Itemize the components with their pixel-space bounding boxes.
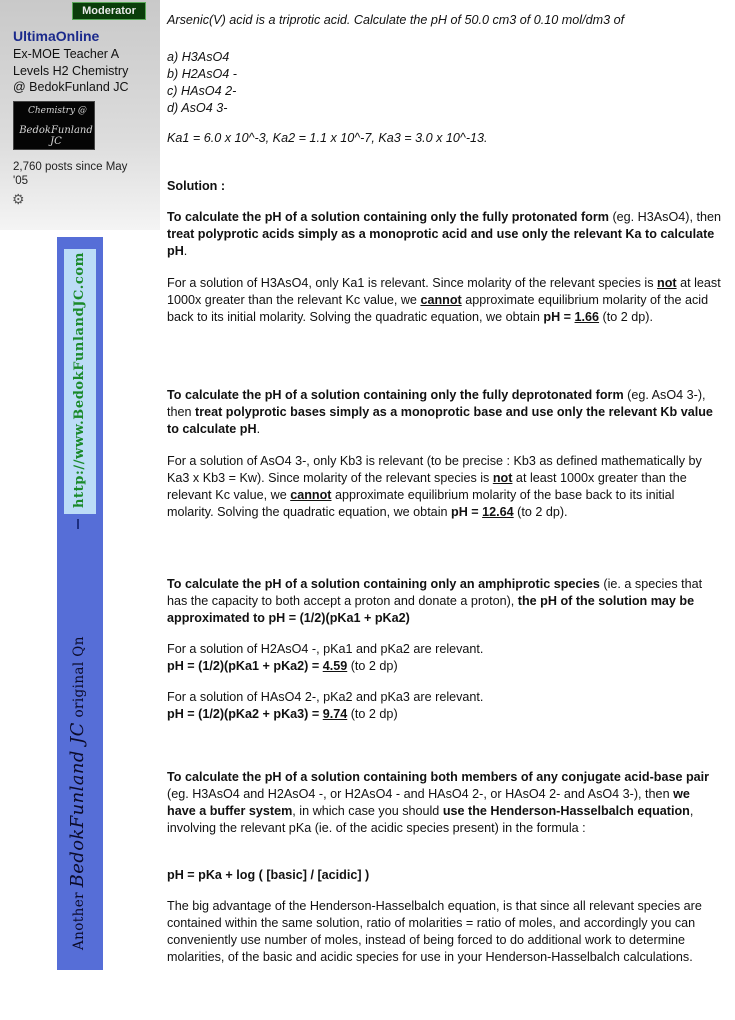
tagline-suffix: original Qn [71, 636, 87, 723]
question-options [167, 49, 722, 117]
section3-case-b [167, 689, 722, 723]
tagline-prefix: Another [71, 887, 87, 950]
s4-heading-plain3: , involving the relevant pKa (ie. of the acidic species present) in the formula : [167, 804, 694, 835]
banner-url-box [64, 249, 96, 514]
s1-heading-bold2: treat polyprotic acids simply as a monoprotic acid and use only the relevant Ka to calculate pH [167, 227, 715, 258]
avatar-text-line: Chemistry @ [28, 106, 87, 116]
avatar [13, 101, 95, 150]
gear-icon[interactable]: ⚙ [12, 191, 25, 207]
site-banner [57, 237, 103, 970]
option-d: d) AsO4 3- [167, 101, 228, 115]
s1-text: at least 1000x greater than the relevant Kc value, we [167, 276, 721, 307]
s1-ph-value: 1.66 [574, 310, 600, 324]
tagline-brand: BedokFunland JC [67, 722, 88, 888]
s3b-ph-note: (to 2 dp) [347, 707, 398, 721]
s2-text: approximate equilibrium molarity of the base back to its initial molarity. Solving the quadratic equation, we obtain [167, 488, 675, 519]
option-b: b) H2AsO4 - [167, 67, 237, 81]
moderator-badge: Moderator [72, 2, 146, 20]
section3-case-a [167, 641, 722, 675]
user-title [13, 46, 129, 96]
option-a: a) H3AsO4 [167, 50, 230, 64]
section2-body [167, 453, 722, 521]
s3b-intro: For a solution of HAsO4 2-, pKa2 and pKa3 are relevant. [167, 690, 484, 704]
user-profile-panel [0, 0, 160, 230]
s2-ph-label: pH = [451, 505, 483, 519]
post-count [13, 160, 127, 188]
s4-heading-bold: To calculate the pH of a solution containing both members of any conjugate acid-base pair [167, 770, 710, 784]
s3b-ph-value: 9.74 [322, 707, 348, 721]
s3a-ph-note: (to 2 dp) [347, 659, 398, 673]
banner-divider [77, 519, 79, 529]
banner-tagline [67, 636, 88, 950]
s1-text: For a solution of H3AsO4, only Ka1 is relevant. Since molarity of the relevant species is [167, 276, 657, 290]
user-title-line: @ BedokFunland JC [13, 80, 129, 94]
s3b-ph-label: pH = (1/2)(pKa2 + pKa3) = [167, 707, 323, 721]
s1-ph-label: pH = [543, 310, 575, 324]
s1-ph-note: (to 2 dp). [599, 310, 653, 324]
s1-heading-bold: To calculate the pH of a solution containing only the fully protonated form [167, 210, 609, 224]
s1-heading-plain: (eg. H3AsO4), then [608, 210, 721, 224]
section1-heading [167, 209, 722, 260]
s2-text: at least 1000x greater than the relevant Kc value, we [167, 471, 687, 502]
s2-heading-end: . [256, 422, 261, 436]
s2-ph-note: (to 2 dp). [513, 505, 568, 519]
solution-heading: Solution : [167, 179, 226, 193]
s3-heading-plain: (ie. a species that has the capacity to both accept a proton and donate a proton), [167, 577, 703, 608]
username-link[interactable]: UltimaOnline [13, 28, 100, 44]
s2-heading-bold: To calculate the pH of a solution containing only the fully deprotonated form [167, 388, 624, 402]
s4-heading-plain2: , in which case you should [292, 804, 443, 818]
post-count-line: 2,760 posts since May [13, 161, 128, 173]
banner-url-link[interactable]: http://www.BedokFunlandJC.com [72, 251, 87, 508]
section1-body [167, 275, 722, 326]
s4-heading-bold3: use the Henderson-Hasselbalch equation [442, 804, 690, 818]
s1-not: not [657, 276, 677, 290]
s3a-ph-label: pH = (1/2)(pKa1 + pKa2) = [167, 659, 323, 673]
option-c: c) HAsO4 2- [167, 84, 237, 98]
user-title-line: Ex-MOE Teacher A [13, 47, 120, 61]
section4-advantage: The big advantage of the Henderson-Hasselbalch equation, is that since all relevant species are contained within the same solution, ratio of molarities = ratio of moles, and accordingly you can conveniently use number of moles, instead of being forced to do additional work to determine molarities, of the basic and acidic species for use in your Henderson-Hasselbalch calculations. [167, 899, 702, 964]
s2-cannot: cannot [290, 488, 332, 502]
s3a-intro: For a solution of H2AsO4 -, pKa1 and pKa2 are relevant. [167, 642, 484, 656]
s2-heading-plain: (eg. AsO4 3-), then [167, 388, 706, 419]
user-title-line: Levels H2 Chemistry [13, 63, 129, 78]
question-intro: Arsenic(V) acid is a triprotic acid. Calculate the pH of 50.0 cm3 of 0.10 mol/dm3 of [167, 13, 625, 27]
s3a-ph-value: 4.59 [322, 659, 348, 673]
s1-text: approximate equilibrium molarity of the acid back to its initial molarity. Solving the quadratic equation, we obtain [167, 293, 709, 324]
section3-heading [167, 576, 722, 627]
s3-heading-bold: To calculate the pH of a solution containing only an amphiprotic species [167, 577, 600, 591]
s4-heading-bold2: we have a buffer system [167, 787, 690, 818]
s3-heading-bold2: the pH of the solution may be approximated to pH = (1/2)(pKa1 + pKa2) [167, 594, 695, 625]
acid-constants: Ka1 = 6.0 x 10^-3, Ka2 = 1.1 x 10^-7, Ka3 = 3.0 x 10^-13. [167, 131, 488, 145]
s1-cannot: cannot [420, 293, 462, 307]
post-count-line: '05 [13, 175, 28, 187]
s2-text: For a solution of AsO4 3-, only Kb3 is relevant (to be precise : Kb3 as defined mathematically by Ka3 x Kb3 = Kw). Since molarity of the relevant species is [167, 454, 702, 485]
s1-heading-end: . [183, 244, 188, 258]
s2-ph-value: 12.64 [482, 505, 514, 519]
section2-heading [167, 387, 722, 438]
s2-not: not [492, 471, 513, 485]
s2-heading-bold2: treat polyprotic bases simply as a monoprotic base and use only the relevant Kb value to calculate pH [167, 405, 713, 436]
section4-heading [167, 769, 722, 837]
avatar-text-line: BedokFunland JC [19, 125, 93, 147]
s4-heading-plain: (eg. H3AsO4 and H2AsO4 -, or H2AsO4 - and HAsO4 2-, or HAsO4 2- and AsO4 3-), then [167, 787, 674, 801]
henderson-hasselbalch-formula: pH = pKa + log ( [basic] / [acidic] ) [167, 868, 370, 882]
